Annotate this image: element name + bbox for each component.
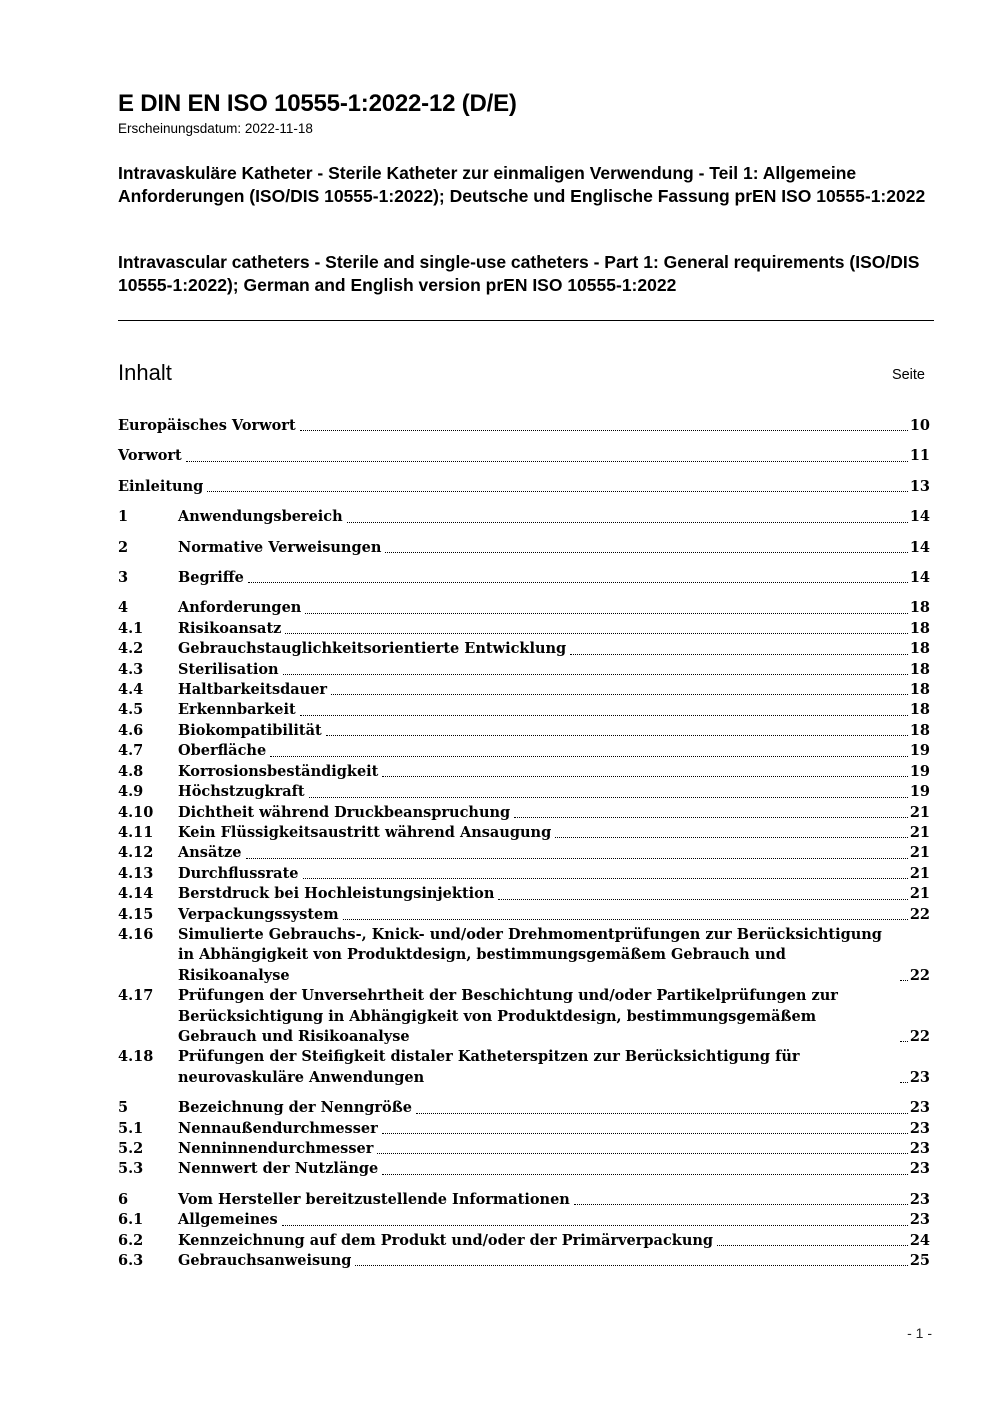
toc-entry-body (178, 1098, 930, 1118)
toc-entry-page: 23 (909, 1099, 930, 1117)
toc-entry-number: 4.18 (118, 1048, 154, 1066)
toc-entry-page: 24 (909, 1231, 930, 1249)
toc-entry[interactable] (118, 538, 930, 558)
toc-entry-title: Prüfungen der Steifigkeit distaler Katheterspitzen zur Berücksichtigung für neurovaskuläre Anwendungen (178, 1048, 800, 1086)
toc-entry[interactable] (118, 1139, 930, 1159)
toc-entry-title: Vom Hersteller bereitzustellende Informationen (178, 1190, 570, 1208)
toc-entry-number: 4.9 (118, 783, 144, 801)
toc-dot-leader (326, 735, 908, 736)
toc-entry-body (178, 1231, 930, 1251)
toc-entry[interactable] (118, 884, 930, 904)
toc-entry[interactable] (118, 864, 930, 884)
toc-entry-title: Simulierte Gebrauchs-, Knick- und/oder Drehmomentprüfungen zur Berücksichtigung in Abhängigkeit von Produktdesign, bestimmungsgemäßem Gebrauch und Risikoanalyse (178, 925, 882, 984)
toc-dot-leader (283, 674, 908, 675)
toc-dot-leader (285, 633, 907, 634)
toc-entry-body (178, 782, 930, 802)
toc-entry[interactable] (118, 568, 930, 588)
header-divider (118, 320, 934, 321)
toc-entry-number: 4.1 (118, 619, 144, 637)
toc-entry-title: Europäisches Vorwort (118, 417, 296, 434)
toc-entry-title: Gebrauchstauglichkeitsorientierte Entwicklung (178, 640, 567, 658)
toc-entry-number: 5.2 (118, 1140, 144, 1157)
toc-dot-leader (300, 430, 908, 431)
toc-entry-number: 3 (118, 569, 129, 587)
toc-entry-title: Nenninnendurchmesser (178, 1140, 374, 1157)
toc-entry-number: 4.17 (118, 987, 154, 1005)
toc-entry-body (178, 1047, 930, 1088)
toc-entry-body (178, 1210, 930, 1230)
toc-entry[interactable] (118, 700, 930, 720)
toc-dot-leader (303, 878, 908, 879)
page-number: - 1 - (907, 1325, 932, 1341)
document-title: E DIN EN ISO 10555-1:2022-12 (D/E) (118, 90, 517, 117)
toc-entry-page: 10 (909, 417, 930, 434)
toc-entry-page: 18 (909, 599, 930, 617)
toc-entry-body (178, 568, 930, 588)
toc-entry-body (178, 721, 930, 741)
toc-entry-title: Ansätze (178, 844, 242, 862)
toc-dot-leader (570, 654, 908, 655)
toc-entry-page: 13 (909, 477, 930, 495)
table-of-contents (118, 416, 930, 1271)
toc-dot-leader (270, 756, 908, 757)
toc-entry-body (178, 700, 930, 720)
toc-entry-page: 23 (909, 1160, 930, 1178)
toc-entry-body (178, 619, 930, 639)
toc-entry[interactable] (118, 507, 930, 527)
toc-entry-page: 23 (909, 1211, 930, 1229)
toc-entry-body (178, 507, 930, 527)
toc-dot-leader (377, 1153, 907, 1154)
toc-entry-title: Anwendungsbereich (178, 508, 343, 526)
toc-entry-number: 4.8 (118, 762, 144, 780)
toc-entry-title: Sterilisation (178, 660, 279, 678)
toc-dot-leader (498, 899, 907, 900)
toc-entry-page: 21 (909, 823, 930, 841)
toc-entry-title: Oberfläche (178, 742, 267, 760)
toc-entry-page: 23 (909, 1190, 930, 1208)
toc-entry[interactable] (118, 1047, 930, 1088)
toc-entry-number: 4.2 (118, 640, 144, 658)
toc-dot-leader (514, 817, 908, 818)
toc-entry-body (178, 1190, 930, 1210)
toc-entry[interactable] (118, 986, 930, 1047)
toc-entry[interactable] (118, 446, 930, 466)
toc-entry[interactable] (118, 823, 930, 843)
toc-entry[interactable] (118, 660, 930, 680)
toc-entry-title: Nennwert der Nutzlänge (178, 1160, 379, 1178)
toc-entry[interactable] (118, 1119, 930, 1139)
toc-entry[interactable] (118, 680, 930, 700)
title-english: Intravascular catheters - Sterile and single-use catheters - Part 1: General requirements (ISO/DIS 10555-1:2022); German and English version prEN ISO 10555-1:2022 (118, 252, 920, 295)
toc-dot-leader (300, 715, 908, 716)
toc-entry-body (118, 477, 930, 497)
toc-entry-page: 19 (909, 762, 930, 780)
toc-entry-body (118, 416, 930, 436)
toc-entry-number: 6 (118, 1190, 129, 1208)
toc-dot-leader (347, 522, 908, 523)
toc-entry-body (178, 823, 930, 843)
toc-entry-body (178, 986, 930, 1047)
toc-entry-page: 22 (909, 966, 930, 984)
toc-entry-page: 22 (909, 1027, 930, 1045)
toc-entry-title: Anforderungen (178, 599, 302, 617)
toc-dot-leader (717, 1245, 908, 1246)
toc-entry-number: 4.15 (118, 905, 154, 923)
toc-entry-number: 4.10 (118, 803, 154, 821)
toc-entry-page: 22 (909, 905, 930, 923)
toc-entry[interactable] (118, 1098, 930, 1118)
toc-entry-body (178, 1159, 930, 1179)
toc-dot-leader (382, 1133, 908, 1134)
toc-entry-body (178, 803, 930, 823)
toc-entry-title: Risikoansatz (178, 619, 282, 637)
toc-entry-page: 21 (909, 803, 930, 821)
toc-entry-body (178, 762, 930, 782)
toc-entry-body (178, 538, 930, 558)
toc-entry-number: 4 (118, 599, 129, 617)
toc-entry-body (178, 925, 930, 986)
toc-entry-number: 4.3 (118, 660, 144, 678)
toc-entry-page: 14 (909, 538, 930, 556)
toc-dot-leader (385, 552, 907, 553)
toc-entry-title: Normative Verweisungen (178, 538, 382, 556)
toc-dot-leader (355, 1265, 907, 1266)
toc-entry-body (178, 639, 930, 659)
toc-entry-body (178, 884, 930, 904)
publication-date: Erscheinungsdatum: 2022-11-18 (118, 121, 313, 136)
toc-entry-title: Korrosionsbeständigkeit (178, 762, 379, 780)
toc-entry-number: 4.4 (118, 681, 144, 699)
toc-dot-leader (186, 461, 908, 462)
toc-dot-leader (282, 1225, 908, 1226)
toc-entry-number: 4.5 (118, 701, 144, 719)
toc-entry-page: 18 (909, 681, 930, 699)
toc-entry-body (178, 660, 930, 680)
toc-dot-leader (331, 694, 908, 695)
toc-entry-page: 11 (909, 447, 930, 465)
toc-dot-leader (900, 1041, 908, 1042)
title-german: Intravaskuläre Katheter - Sterile Katheter zur einmaligen Verwendung - Teil 1: Allgemeine Anforderungen (ISO/DIS 10555-1:2022); Deutsche und Englische Fassung prEN ISO 10555-1:2022 (118, 163, 926, 206)
toc-entry[interactable] (118, 782, 930, 802)
toc-entry-page: 19 (909, 742, 930, 760)
toc-entry-body (118, 446, 930, 466)
toc-entry-body (178, 598, 930, 618)
toc-entry-title: Biokompatibilität (178, 721, 322, 739)
toc-entry-number: 2 (118, 538, 129, 556)
toc-dot-leader (900, 980, 908, 981)
toc-entry-number: 6.2 (118, 1231, 144, 1249)
toc-entry-number: 4.12 (118, 844, 154, 862)
toc-entry[interactable] (118, 1210, 930, 1230)
toc-entry-body (178, 680, 930, 700)
toc-entry-body (178, 1139, 930, 1159)
toc-entry[interactable] (118, 803, 930, 823)
toc-dot-leader (574, 1204, 908, 1205)
toc-entry-page: 23 (909, 1140, 930, 1157)
toc-entry-page: 21 (909, 844, 930, 862)
toc-entry-title: Dichtheit während Druckbeanspruchung (178, 803, 511, 821)
toc-entry-page: 18 (909, 721, 930, 739)
toc-entry[interactable] (118, 477, 930, 497)
toc-entry[interactable] (118, 619, 930, 639)
toc-dot-leader (382, 776, 907, 777)
toc-entry-number: 1 (118, 508, 129, 526)
toc-dot-leader (555, 837, 908, 838)
toc-entry-title: Vorwort (118, 447, 182, 465)
toc-heading: Inhalt (118, 360, 172, 385)
toc-entry-body (178, 905, 930, 925)
toc-entry-title: Verpackungssystem (178, 905, 339, 923)
toc-dot-leader (309, 797, 908, 798)
toc-dot-leader (246, 858, 908, 859)
toc-entry-page: 21 (909, 885, 930, 903)
toc-entry-number: 5 (118, 1099, 129, 1117)
toc-entry-title: Höchstzugkraft (178, 783, 305, 801)
toc-dot-leader (343, 919, 908, 920)
toc-entry-title: Berstdruck bei Hochleistungsinjektion (178, 885, 495, 903)
toc-entry-page: 23 (909, 1119, 930, 1137)
toc-entry[interactable] (118, 925, 930, 986)
toc-entry-page: 19 (909, 783, 930, 801)
toc-entry-page: 18 (909, 660, 930, 678)
toc-entry[interactable] (118, 1251, 930, 1271)
toc-dot-leader (416, 1113, 908, 1114)
toc-entry-page: 18 (909, 640, 930, 658)
toc-entry-body (178, 843, 930, 863)
toc-dot-leader (900, 1082, 908, 1083)
toc-entry-body (178, 864, 930, 884)
toc-entry[interactable] (118, 639, 930, 659)
toc-entry-page: 14 (909, 569, 930, 587)
toc-entry-title: Gebrauchsanweisung (178, 1252, 352, 1270)
toc-entry[interactable] (118, 1190, 930, 1210)
toc-entry-page: 21 (909, 864, 930, 882)
toc-entry-number: 5.1 (118, 1119, 144, 1137)
toc-page-column-label: Seite (891, 367, 925, 383)
toc-entry-number: 6.1 (118, 1211, 144, 1229)
toc-entry-title: Bezeichnung der Nenngröße (178, 1099, 412, 1117)
toc-dot-leader (382, 1174, 908, 1175)
toc-entry-number: 4.14 (118, 885, 154, 903)
toc-entry[interactable] (118, 598, 930, 618)
toc-entry[interactable] (118, 1231, 930, 1251)
toc-entry-number: 4.6 (118, 721, 144, 739)
toc-entry-number: 4.11 (118, 823, 154, 841)
toc-entry-page: 18 (909, 619, 930, 637)
toc-entry-title: Kennzeichnung auf dem Produkt und/oder der Primärverpackung (178, 1231, 714, 1249)
toc-dot-leader (207, 491, 908, 492)
toc-entry-number: 4.7 (118, 742, 144, 760)
toc-entry-page: 14 (909, 508, 930, 526)
toc-entry-number: 4.16 (118, 925, 154, 943)
toc-entry-title: Prüfungen der Unversehrtheit der Beschichtung und/oder Partikelprüfungen zur Berücksichtigung in Abhängigkeit von Produktdesign, bestimmungsgemäßem Gebrauch und Risikoanalyse (178, 987, 838, 1045)
toc-dot-leader (305, 613, 907, 614)
toc-entry[interactable] (118, 416, 930, 436)
toc-entry-title: Durchflussrate (178, 864, 299, 882)
toc-entry-page: 23 (909, 1068, 930, 1086)
toc-entry-number: 5.3 (118, 1160, 144, 1178)
toc-entry-body (178, 1119, 930, 1139)
toc-entry-number: 6.3 (118, 1252, 144, 1270)
toc-entry-title: Erkennbarkeit (178, 701, 296, 719)
toc-entry-title: Begriffe (178, 569, 244, 587)
toc-entry-page: 25 (909, 1252, 930, 1270)
toc-entry[interactable] (118, 905, 930, 925)
toc-entry-title: Einleitung (118, 477, 204, 495)
toc-entry-title: Haltbarkeitsdauer (178, 681, 328, 699)
toc-entry[interactable] (118, 843, 930, 863)
toc-entry-page: 18 (909, 701, 930, 719)
toc-entry-title: Nennaußendurchmesser (178, 1119, 378, 1137)
toc-entry[interactable] (118, 1159, 930, 1179)
toc-entry-body (178, 741, 930, 761)
toc-entry[interactable] (118, 721, 930, 741)
toc-entry[interactable] (118, 741, 930, 761)
toc-entry-title: Allgemeines (178, 1211, 278, 1229)
toc-entry-title: Kein Flüssigkeitsaustritt während Ansaugung (178, 823, 552, 841)
toc-dot-leader (248, 582, 908, 583)
toc-entry[interactable] (118, 762, 930, 782)
toc-entry-body (178, 1251, 930, 1271)
toc-entry-number: 4.13 (118, 864, 154, 882)
